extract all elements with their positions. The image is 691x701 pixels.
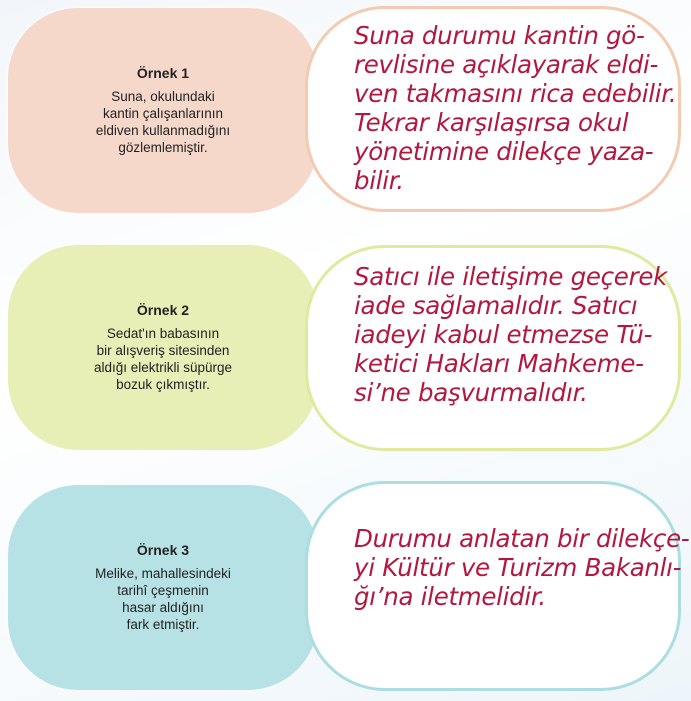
- answer-box: [305, 481, 690, 691]
- answer-box: [305, 245, 681, 451]
- answer-line: ven takmasını rica edebilir.: [354, 79, 677, 108]
- example-text: aldığı elektrikli süpürge: [93, 360, 233, 375]
- example-card: [8, 245, 318, 450]
- example-text: Melike, mahallesindeki: [95, 566, 231, 581]
- example-card: [8, 485, 318, 690]
- example-text: bir alışveriş sitesinden: [96, 343, 230, 358]
- answer-line: Satıcı ile iletişime geçerek: [354, 262, 668, 291]
- example-text: tarihî çeşmenin: [117, 583, 209, 598]
- example-card: [8, 8, 318, 213]
- example-text: gözlemlemiştir.: [118, 140, 208, 155]
- answer-line: bilir.: [354, 166, 404, 195]
- answer-line: ketici Hakları Mahkeme-: [354, 349, 644, 378]
- answer-line: yönetimine dilekçe yaza-: [354, 137, 654, 166]
- example-text: hasar aldığını: [122, 600, 204, 615]
- example-title: Örnek 1: [136, 65, 190, 81]
- example-text: Suna, okulundaki: [111, 89, 215, 104]
- example-title: Örnek 3: [136, 542, 190, 558]
- example-text: Sedat'ın babasının: [106, 326, 220, 341]
- answer-line: Suna durumu kantin gö-: [354, 21, 645, 50]
- answer-box: [305, 6, 681, 212]
- answer-line: iade sağlamalıdır. Satıcı: [354, 291, 638, 320]
- example-text: kantin çalışanlarının: [102, 106, 224, 121]
- answer-line: revlisine açıklayarak eldi-: [354, 50, 659, 79]
- answer-line: si’ne başvurmalıdır.: [354, 378, 588, 407]
- example-text: fark etmiştir.: [126, 617, 200, 632]
- answer-line: ğı’na iletmelidir.: [354, 582, 546, 611]
- answer-line: yi Kültür ve Turizm Bakanlı-: [354, 553, 682, 582]
- answer-line: iadeyi kabul etmezse Tü-: [354, 320, 653, 349]
- example-title: Örnek 2: [136, 302, 190, 318]
- example-text: bozuk çıkmıştır.: [116, 377, 210, 392]
- answer-line: Tekrar karşılaşırsa okul: [354, 108, 629, 137]
- example-text: eldiven kullanmadığını: [95, 123, 231, 138]
- answer-line: Durumu anlatan bir dilekçe-: [354, 524, 690, 553]
